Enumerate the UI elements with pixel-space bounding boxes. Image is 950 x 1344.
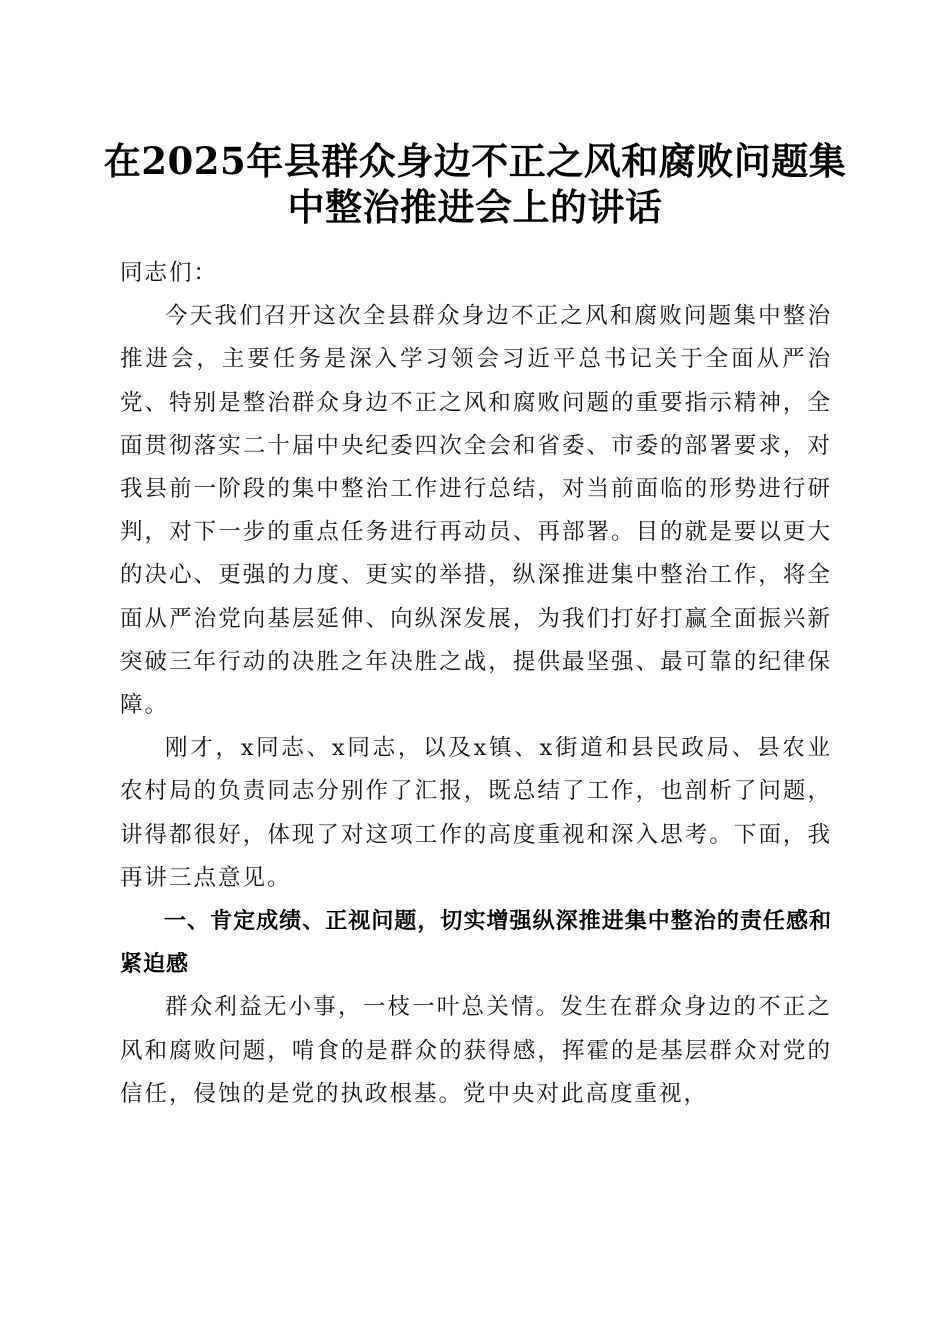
- document-title: 在2025年县群众身边不正之风和腐败问题集中整治推进会上的讲话: [103, 139, 847, 229]
- document-body: [120, 252, 832, 1116]
- section-1-paragraph: 群众利益无小事，一枝一叶总关情。发生在群众身边的不正之风和腐败问题，啃食的是群众的获得感，挥霍的是基层群众对党的信任，侵蚀的是党的执政根基。党中央对此高度重视，: [120, 994, 832, 1107]
- body-paragraph-2: 刚才，x同志、x同志，以及x镇、x街道和县民政局、县农业农村局的负责同志分别作了汇报，既总结了工作，也剖析了问题，讲得都很好，体现了对这项工作的高度重视和深入思考。下面，我再讲三点意见。: [120, 735, 832, 891]
- salutation: 同志们：: [120, 260, 219, 286]
- body-paragraph-1: 今天我们召开这次全县群众身边不正之风和腐败问题集中整治推进会，主要任务是深入学习领会习近平总书记关于全面从严治党、特别是整治群众身边不正之风和腐败问题的重要指示精神，全面贯彻落实二十届中央纪委四次全会和省委、市委的部署要求，对我县前一阶段的集中整治工作进行总结，对当前面临的形势进行研判，对下一步的重点任务进行再动员、再部署。目的就是要以更大的决心、更强的力度、更实的举措，纵深推进集中整治工作，将全面从严治党向基层延伸、向纵深发展，为我们打好打赢全面振兴新突破三年行动的决胜之年决胜之战，提供最坚强、最可靠的纪律保障。: [120, 303, 832, 719]
- section-heading-1: 一、肯定成绩、正视问题，切实增强纵深推进集中整治的责任感和紧迫感: [120, 909, 832, 978]
